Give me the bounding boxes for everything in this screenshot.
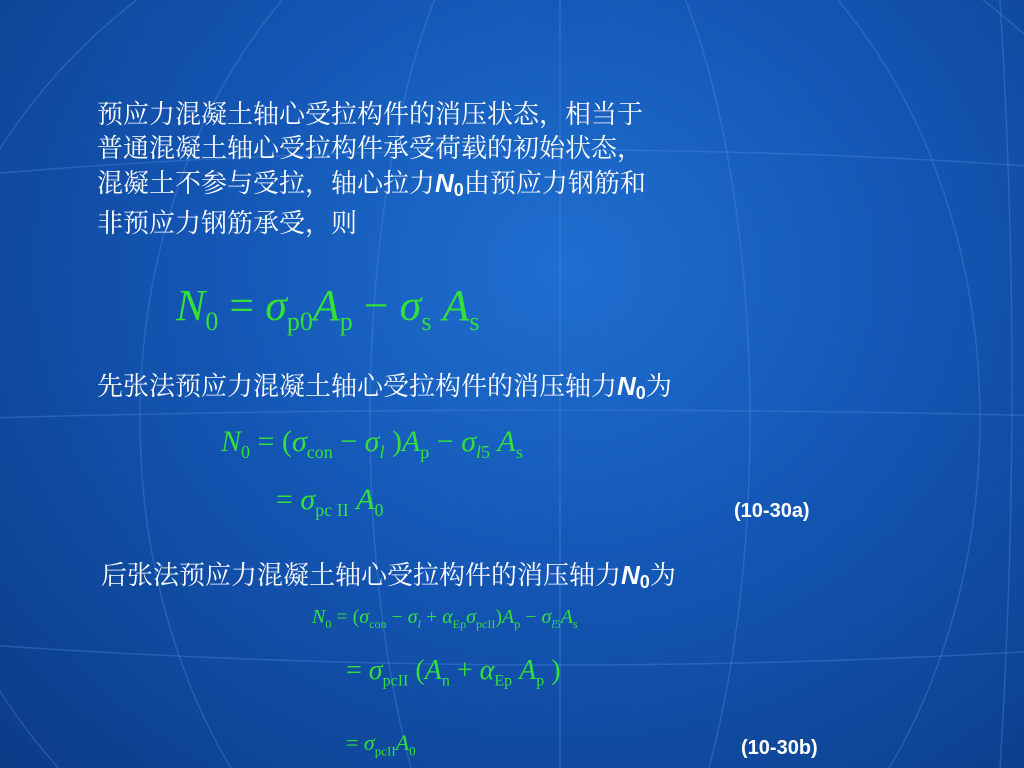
equation-number-a: (10-30a) [734,500,810,522]
equation-pretension-line-1: $N_0 = (\sigma_{con} - \sigma_l$ )$A_p - \sigma_{l5}$ $A_s$ [221,425,523,462]
posttension-text-end: 为 [649,561,676,591]
n0-symbol: $N_0$ [617,371,646,403]
n0-symbol: $N_0$ [621,560,650,592]
intro-paragraph [97,98,646,241]
pretension-text: 先张法预应力混凝土轴心受拉构件的消压轴力 [97,372,618,402]
intro-line-3 [97,166,646,207]
intro-line-2: 普通混凝土轴心受拉构件承受荷载的初始状态， [97,134,644,164]
pretension-paragraph [97,369,672,410]
intro-line-3-start: 混凝土不参与受拉，轴心拉力 [97,169,436,199]
equation-number-b: (10-30b) [741,737,818,759]
equation-n0-general: $N_0 = \sigma_{p0}A_p - \sigma_s$ $A_s$ [176,281,480,336]
equation-posttension-line-2: = $\sigma_{pcII}$ ($A_n + \alpha_{Ep}$ $A_p$ ) [346,655,561,690]
intro-line-1: 预应力混凝土轴心受拉构件的消压状态，相当于 [97,100,644,130]
posttension-paragraph [101,558,676,599]
equation-posttension-line-1: $N_0 = (\sigma_{con} - \sigma_l + \alpha_{Ep}\sigma_{pcII})A_p - \sigma_{l5}A_s$ [312,606,578,631]
equation-posttension-line-3: = $\sigma_{pcII}A_0$ [346,730,416,759]
posttension-text: 后张法预应力混凝土轴心受拉构件的消压轴力 [101,561,622,591]
equation-pretension-line-2: = $\sigma_{pc II}$ $A_0$ [276,483,384,520]
pretension-text-end: 为 [645,372,672,402]
intro-line-4: 非预应力钢筋承受，则 [97,209,358,239]
intro-line-3-end: 由预应力钢筋和 [463,169,646,199]
n0-symbol: $N_0$ [435,168,464,200]
